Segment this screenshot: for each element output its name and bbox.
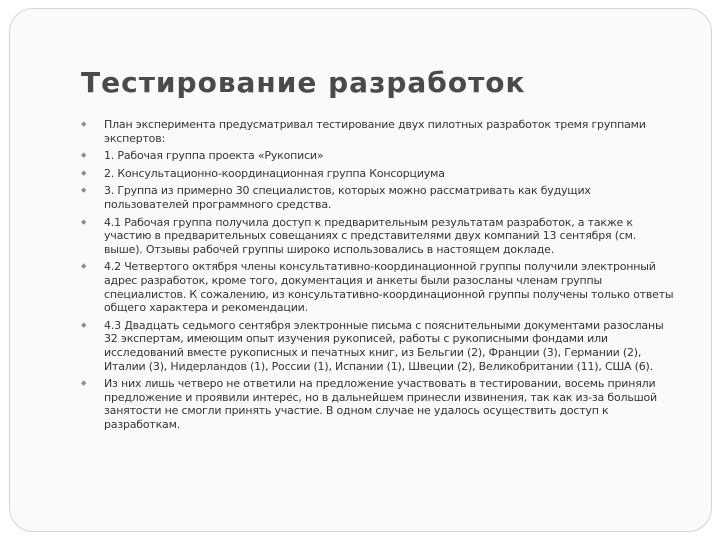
bullet-item bbox=[81, 167, 676, 181]
bullet-text: 4.3 Двадцать седьмого сентября электронные письма с пояснительными документами разосланы 32 экспертам, имеющим опыт изучения рукописей, работы с рукописными фондами или исследований вместе рукописных и печатных книг, из Бельгии (2), Франции (3), Германии (2), Италии (3), Нидерландов (1), России (1), Испании (1), Швеции (2), Великобритании (11), США (6). bbox=[104, 318, 664, 373]
bullet-item bbox=[81, 216, 676, 257]
bullet-item bbox=[81, 260, 676, 314]
bullet-diamond-icon: ◆ bbox=[81, 262, 87, 271]
bullet-item bbox=[81, 319, 676, 373]
bullet-diamond-icon: ◆ bbox=[81, 379, 87, 388]
bullet-text: 4.1 Рабочая группа получила доступ к предварительным результатам разработок, а также к участию в предварительных совещаниях с представителями двух компаний 13 сентября (см. выше). Отзывы рабочей группы широко использовались в настоящем докладе. bbox=[104, 215, 637, 256]
bullet-text: 1. Рабочая группа проекта «Рукописи» bbox=[104, 149, 324, 163]
bullet-diamond-icon: ◆ bbox=[81, 217, 87, 226]
bullet-text: 4.2 Четвертого октября члены консультативно-координационной группы получили электронный адрес разработок, кроме того, документация и анкеты были разосланы членам группы специалистов. К сожалению, из консультативно-координационной группы получены только ответы общего характера и рекомендации. bbox=[104, 260, 674, 315]
bullet-diamond-icon: ◆ bbox=[81, 320, 87, 329]
slide-title: Тестирование разработок bbox=[81, 66, 526, 99]
bullet-item bbox=[81, 184, 676, 211]
bullet-item bbox=[81, 149, 676, 163]
bullet-text: 3. Группа из примерно 30 специалистов, которых можно рассматривать как будущих пользователей программного средства. bbox=[104, 184, 591, 211]
bullet-text: План эксперимента предусматривал тестирование двух пилотных разработок тремя группами экспертов: bbox=[104, 118, 646, 145]
slide bbox=[9, 8, 712, 532]
bullet-item bbox=[81, 377, 676, 431]
bullet-list bbox=[81, 118, 676, 435]
bullet-diamond-icon: ◆ bbox=[81, 151, 87, 160]
bullet-diamond-icon: ◆ bbox=[81, 120, 87, 128]
bullet-text: Из них лишь четверо не ответили на предложение участвовать в тестировании, восемь приняли предложение и проявили интерес, но в дальнейшем принесли извинения, так как из-за большой занятости не смогли принять участие. В одном случае не удалось осуществить доступ к разработкам. bbox=[104, 377, 657, 431]
bullet-item bbox=[81, 118, 676, 145]
bullet-diamond-icon: ◆ bbox=[81, 168, 87, 177]
bullet-text: 2. Консультационно-координационная группа Консорциума bbox=[104, 166, 445, 180]
bullet-diamond-icon: ◆ bbox=[81, 186, 87, 195]
